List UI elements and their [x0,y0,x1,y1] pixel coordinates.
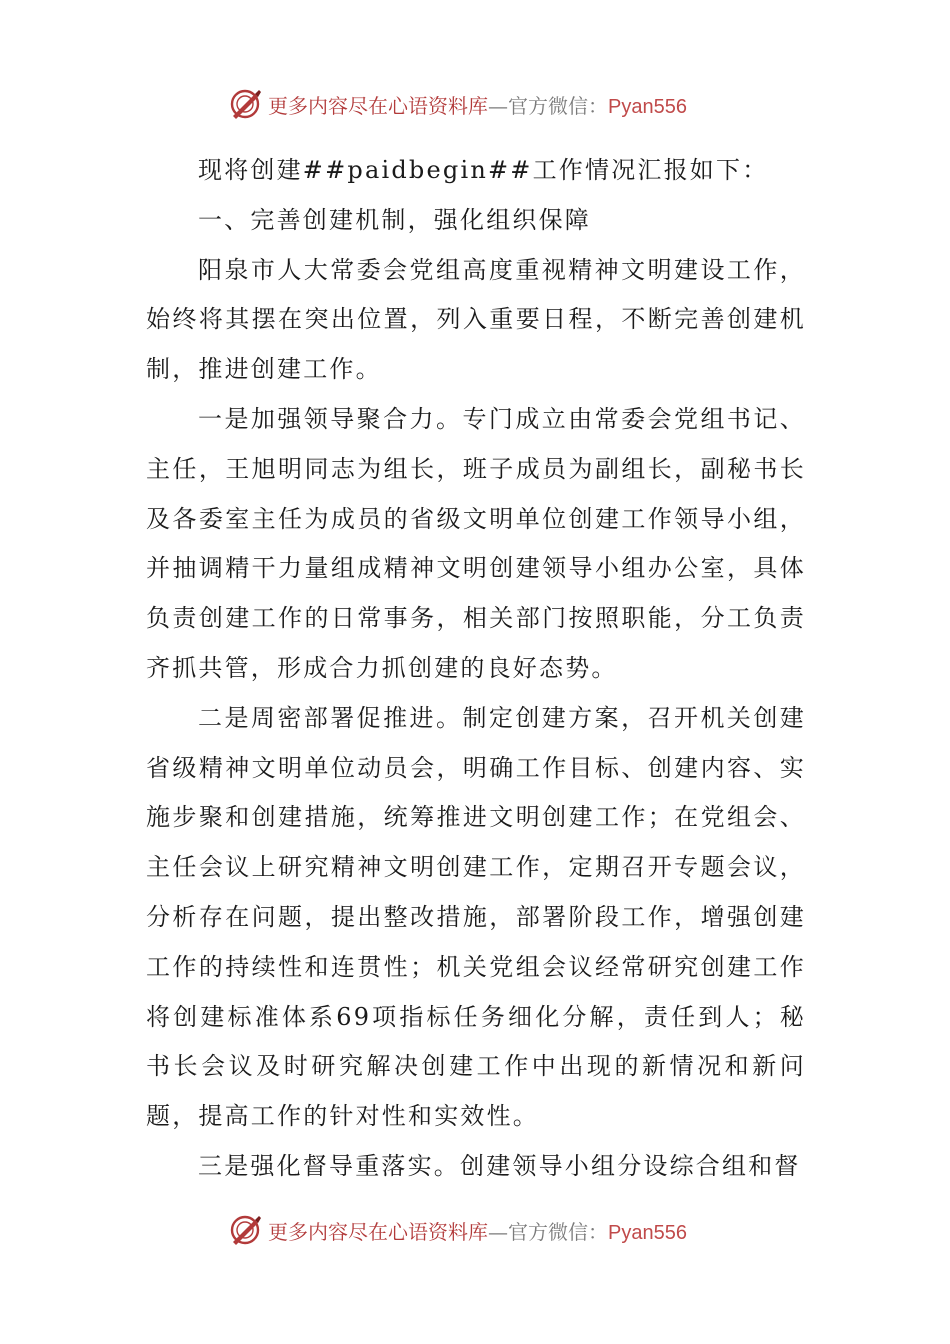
paragraph: 三是强化督导重落实。创建领导小组分设综合组和督 [198,1151,801,1180]
banner-separator: — [488,1219,508,1244]
banner-text-group [268,90,687,119]
paragraph: 一是加强领导聚合力。专门成立由常委会党组书记、主任，王旭明同志为组长，班子成员为副组长，副秘书长及各委室主任为成员的省级文明单位创建工作领导小组，并抽调精干力量组成精神文明创建领导小组办公室，具体负责创建工作的日常事务，相关部门按照职能，分工负责齐抓共管，形成合力抓创建的良好态势。 [146,404,806,682]
paragraph: 二是周密部署促推进。制定创建方案，召开机关创建省级精神文明单位动员会，明确工作目标、创建内容、实施步聚和创建措施，统筹推进文明创建工作；在党组会、主任会议上研究精神文明创建工作，定期召开专题会议，分析存在问题，提出整改措施，部署阶段工作，增强创建工作的持续性和连贯性；机关党组会议经常研究创建工作将创建标准体系69项指标任务细化分解，责任到人；秘书长会议及时研究解决创建工作中出现的新情况和新问题，提高工作的针对性和实效性。 [146,703,806,1131]
paragraph-intro: 现将创建##paidbegin##工作情况汇报如下： [198,156,769,184]
header-banner [228,86,748,122]
banner-wechat-label: 官方微信： [508,1219,608,1244]
banner-wechat-id: Pyan556 [608,1221,687,1244]
document-body [146,146,806,1192]
banner-wechat-id: Pyan556 [608,95,687,118]
banner-text-group [268,1216,687,1245]
pen-circle-logo-icon [228,1213,262,1247]
banner-separator: — [488,93,508,118]
banner-title: 更多内容尽在心语资料库 [268,93,488,118]
pen-circle-logo-icon [228,87,262,121]
banner-title: 更多内容尽在心语资料库 [268,1219,488,1244]
footer-banner [228,1212,748,1248]
banner-wechat-label: 官方微信： [508,93,608,118]
section-heading: 一、完善创建机制，强化组织保障 [198,205,591,234]
paragraph: 阳泉市人大常委会党组高度重视精神文明建设工作，始终将其摆在突出位置，列入重要日程，不断完善创建机制，推进创建工作。 [146,255,806,384]
